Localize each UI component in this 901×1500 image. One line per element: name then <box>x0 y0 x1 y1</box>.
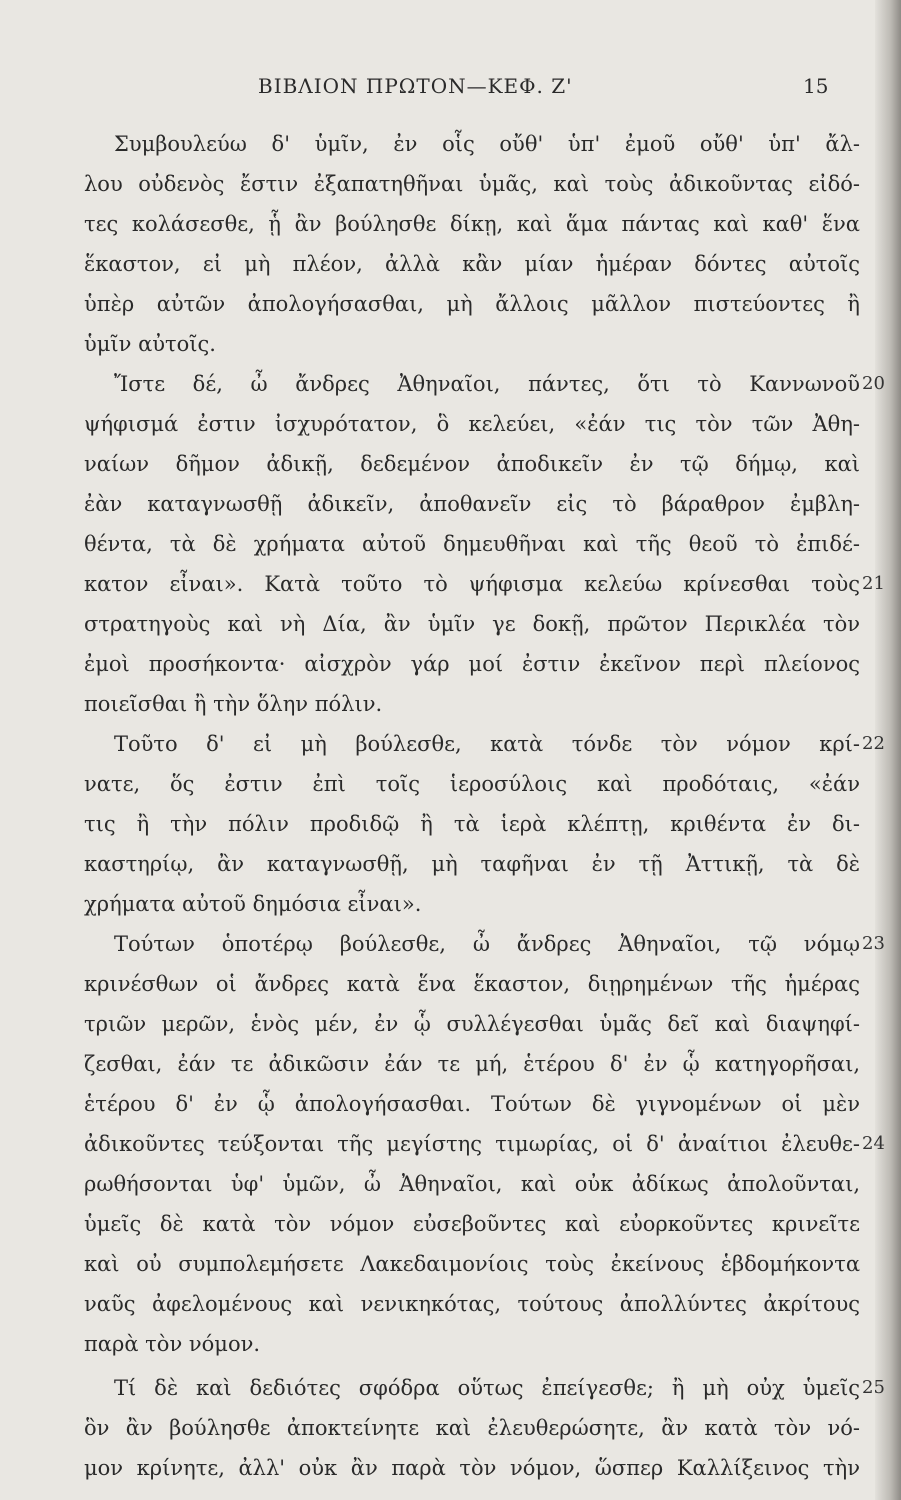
text-line: κρινέσθων οἱ ἄνδρες κατὰ ἕνα ἕκαστον, διῃρημένων τῆς ἡμέρας <box>84 972 860 996</box>
text-line: λου οὐδενὸς ἔστιν ἐξαπατηθῆναι ὑμᾶς, καὶ τοὺς ἀδικοῦντας εἰδό- <box>84 172 860 196</box>
page-number: 15 <box>803 74 829 98</box>
text-line: ρωθήσονται ὑφ' ὑμῶν, ὦ Ἀθηναῖοι, καὶ οὐκ ἀδίκως ἀπολοῦνται, <box>84 1172 860 1196</box>
text-line: χρήματα αὐτοῦ δημόσια εἶναι». <box>84 892 422 916</box>
text-line: ἕκαστον, εἰ μὴ πλέον, ἀλλὰ κἂν μίαν ἡμέραν δόντες αὐτοῖς <box>84 252 860 276</box>
text-line: τες κολάσεσθε, ᾗ ἂν βούλησθε δίκῃ, καὶ ἅμα πάντας καὶ καθ' ἕνα <box>84 212 860 236</box>
text-line: Ἴστε δέ, ὦ ἄνδρες Ἀθηναῖοι, πάντες, ὅτι τὸ Καννωνοῦ <box>114 372 860 396</box>
text-line: Τί δὲ καὶ δεδιότες σφόδρα οὕτως ἐπείγεσθε; ἢ μὴ οὐχ ὑμεῖς <box>114 1376 860 1400</box>
margin-number: 23 <box>862 933 885 954</box>
text-line: θέντα, τὰ δὲ χρήματα αὐτοῦ δημευθῆναι καὶ τῆς θεοῦ τὸ ἐπιδέ- <box>84 532 860 556</box>
text-line: ὑμεῖς δὲ κατὰ τὸν νόμον εὐσεβοῦντες καὶ εὐορκοῦντες κρινεῖτε <box>84 1212 860 1236</box>
text-line: Τοῦτο δ' εἰ μὴ βούλεσθε, κατὰ τόνδε τὸν νόμον κρί- <box>114 732 860 756</box>
text-line: νατε, ὅς ἐστιν ἐπὶ τοῖς ἱεροσύλοις καὶ προδόταις, «ἐάν <box>84 772 860 796</box>
margin-number: 25 <box>862 1377 885 1398</box>
text-line: ὃν ἂν βούλησθε ἀποκτείνητε καὶ ἐλευθερώσητε, ἂν κατὰ τὸν νό- <box>84 1416 860 1440</box>
text-line: καστηρίῳ, ἂν καταγνωσθῇ, μὴ ταφῆναι ἐν τῇ Ἀττικῇ, τὰ δὲ <box>84 852 860 876</box>
text-line: κατον εἶναι». Κατὰ τοῦτο τὸ ψήφισμα κελεύω κρίνεσθαι τοὺς <box>84 572 860 596</box>
margin-number: 22 <box>862 733 885 754</box>
text-line: ἐὰν καταγνωσθῇ ἀδικεῖν, ἀποθανεῖν εἰς τὸ βάραθρον ἐμβλη- <box>84 492 860 516</box>
text-line: τις ἢ τὴν πόλιν προδιδῷ ἢ τὰ ἱερὰ κλέπτῃ, κριθέντα ἐν δι- <box>84 812 860 836</box>
text-line: Συμβουλεύω δ' ὑμῖν, ἐν οἷς οὔθ' ὑπ' ἐμοῦ οὔθ' ὑπ' ἄλ- <box>114 132 860 156</box>
text-line: παρὰ τὸν νόμον. <box>84 1332 261 1356</box>
text-line: ναῦς ἀφελομένους καὶ νενικηκότας, τούτους ἀπολλύντες ἀκρίτους <box>84 1292 860 1316</box>
text-line: ναίων δῆμον ἀδικῇ, δεδεμένον ἀποδικεῖν ἐν τῷ δήμῳ, καὶ <box>84 452 860 476</box>
margin-number: 20 <box>862 373 885 394</box>
page-header <box>0 74 901 104</box>
text-line: μον κρίνητε, ἀλλ' οὐκ ἂν παρὰ τὸν νόμον, ὥσπερ Καλλίξεινος τὴν <box>84 1456 860 1480</box>
margin-number: 24 <box>862 1133 885 1154</box>
text-line: ζεσθαι, ἐάν τε ἀδικῶσιν ἐάν τε μή, ἑτέρου δ' ἐν ᾧ κατηγορῆσαι, <box>84 1052 860 1076</box>
text-line: στρατηγοὺς καὶ νὴ Δία, ἂν ὑμῖν γε δοκῇ, πρῶτον Περικλέα τὸν <box>84 612 860 636</box>
text-line: ὑμῖν αὐτοῖς. <box>84 332 216 356</box>
margin-number: 21 <box>862 573 885 594</box>
text-line: ἐμοὶ προσήκοντα· αἰσχρὸν γάρ μοί ἐστιν ἐκεῖνον περὶ πλείονος <box>84 652 860 676</box>
text-line: τριῶν μερῶν, ἑνὸς μέν, ἐν ᾧ συλλέγεσθαι ὑμᾶς δεῖ καὶ διαψηφί- <box>84 1012 860 1036</box>
text-line: καὶ οὐ συμπολεμήσετε Λακεδαιμονίοις τοὺς ἐκείνους ἑβδομήκοντα <box>84 1252 860 1276</box>
text-line: ποιεῖσθαι ἢ τὴν ὅλην πόλιν. <box>84 692 383 716</box>
running-head: ΒΙΒΛΙΟΝ ΠΡΩΤΟΝ—ΚΕΦ. Ζ' <box>258 74 573 98</box>
text-line: ἀδικοῦντες τεύξονται τῆς μεγίστης τιμωρίας, οἱ δ' ἀναίτιοι ἐλευθε- <box>84 1132 860 1156</box>
text-line: Τούτων ὁποτέρῳ βούλεσθε, ὦ ἄνδρες Ἀθηναῖοι, τῷ νόμῳ <box>114 932 860 956</box>
text-line: ὑπὲρ αὐτῶν ἀπολογήσασθαι, μὴ ἄλλοις μᾶλλον πιστεύοντες ἢ <box>84 292 860 316</box>
text-line: ἑτέρου δ' ἐν ᾧ ἀπολογήσασθαι. Τούτων δὲ γιγνομένων οἱ μὲν <box>84 1092 860 1116</box>
text-line: ψήφισμά ἐστιν ἰσχυρότατον, ὃ κελεύει, «ἐάν τις τὸν τῶν Ἀθη- <box>84 412 860 436</box>
